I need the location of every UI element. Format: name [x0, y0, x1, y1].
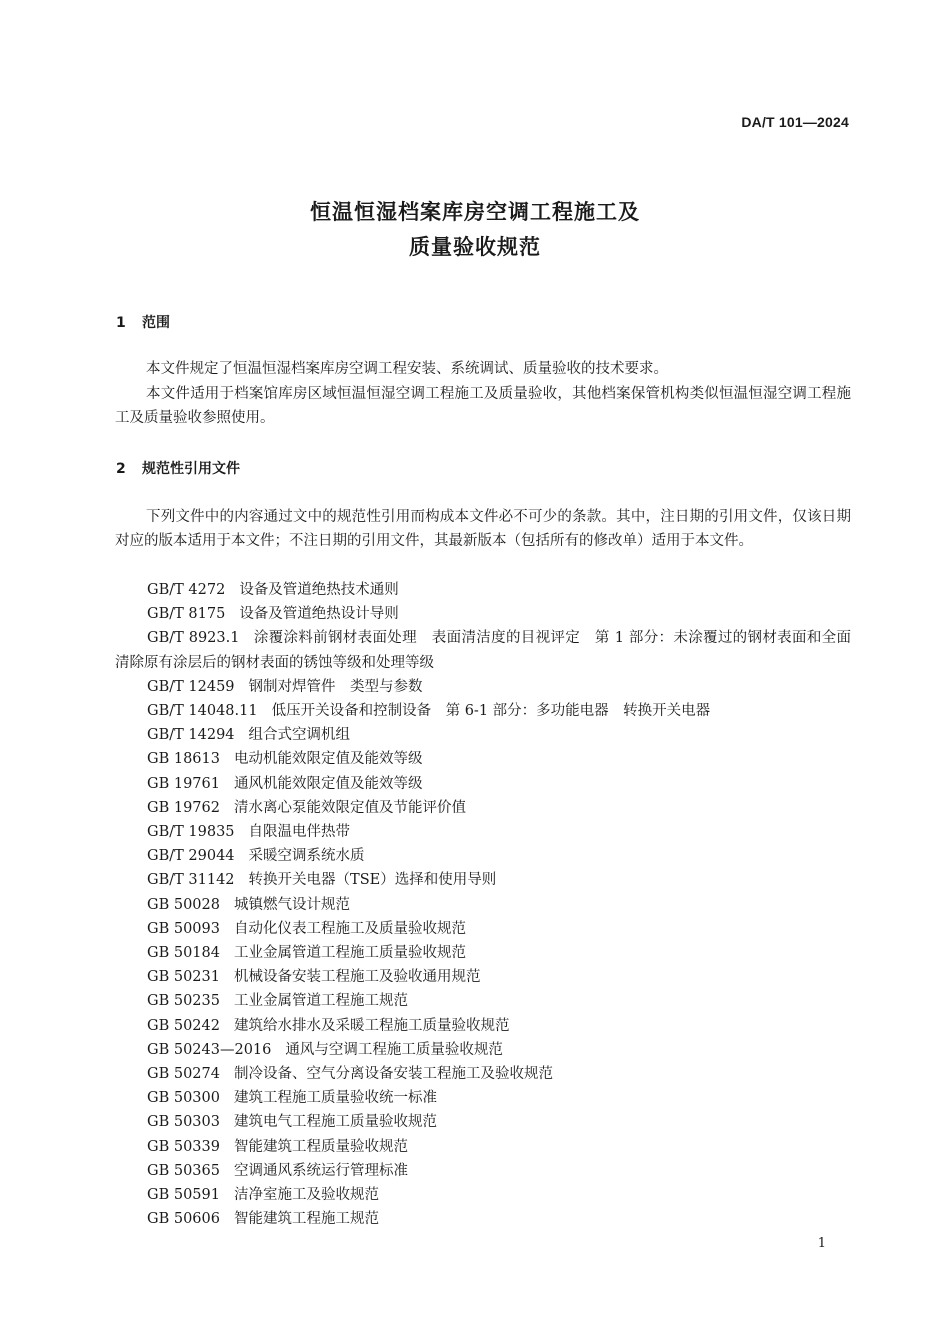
reference-code: GB 50093: [147, 920, 220, 937]
reference-title: 转换开关电器（TSE）选择和使用导则: [248, 872, 497, 889]
page-number: 1: [817, 1236, 826, 1251]
reference-code: GB 50606: [147, 1211, 220, 1228]
reference-item: [147, 675, 851, 699]
reference-title: 制冷设备、空气分离设备安装工程施工及验收规范: [233, 1066, 553, 1083]
reference-code: GB 50231: [147, 969, 220, 986]
reference-item: [147, 1014, 851, 1038]
reference-item: [147, 1038, 851, 1062]
reference-title: 通风与空调工程施工质量验收规范: [285, 1041, 503, 1058]
reference-code: GB 50243—2016: [147, 1041, 272, 1058]
reference-item: [147, 747, 851, 771]
reference-item: [147, 1183, 851, 1207]
reference-code: GB 50274: [147, 1066, 220, 1083]
reference-title: 洁净室施工及验收规范: [233, 1187, 379, 1204]
reference-title: 电动机能效限定值及能效等级: [233, 751, 423, 768]
reference-code: GB/T 31142: [147, 872, 235, 889]
reference-code: GB 50591: [147, 1187, 220, 1204]
reference-title: 钢制对焊管件 类型与参数: [248, 678, 423, 695]
reference-code: GB/T 4272: [147, 582, 226, 598]
reference-code: GB/T 12459: [147, 678, 235, 695]
reference-title: 智能建筑工程施工规范: [233, 1211, 379, 1228]
reference-title: 组合式空调机组: [248, 727, 351, 744]
reference-code: GB 50235: [147, 993, 220, 1010]
reference-item: [147, 1159, 851, 1183]
reference-title: 设备及管道绝热设计导则: [239, 606, 399, 623]
reference-title: 涂覆涂料前钢材表面处理 表面清洁度的目视评定 第 1 部分：未涂覆过的钢材表面和全面清除原有涂层后的钢材表面的锈蚀等级和处理等级: [115, 630, 851, 671]
reference-code: GB 50300: [147, 1090, 220, 1107]
reference-code: GB/T 29044: [147, 848, 235, 865]
reference-code: GB 50184: [147, 945, 220, 962]
reference-code: GB 50365: [147, 1162, 220, 1179]
section-heading-normative-references: [116, 458, 240, 478]
reference-title: 设备及管道绝热技术通则: [239, 582, 399, 598]
reference-title: 采暖空调系统水质: [248, 848, 365, 865]
reference-code: GB 50028: [147, 896, 220, 913]
reference-code: GB 50242: [147, 1017, 220, 1034]
section-number: 1: [116, 315, 126, 331]
reference-item: [147, 917, 851, 941]
reference-item: [147, 820, 851, 844]
reference-code: GB 50339: [147, 1138, 220, 1155]
reference-title: 通风机能效限定值及能效等级: [233, 775, 423, 792]
document-title-line-1: 恒温恒湿档案库房空调工程施工及: [310, 200, 640, 224]
reference-item: [147, 989, 851, 1013]
reference-title: 低压开关设备和控制设备 第 6-1 部分：多功能电器 转换开关电器: [271, 703, 711, 720]
reference-title: 机械设备安装工程施工及验收通用规范: [233, 969, 481, 986]
scope-paragraph-2: 本文件适用于档案馆库房区域恒温恒湿空调工程施工及质量验收，其他档案保管机构类似恒温恒湿空调工程施工及质量验收参照使用。: [115, 386, 851, 426]
reference-title: 智能建筑工程质量验收规范: [233, 1138, 408, 1155]
reference-title: 清水离心泵能效限定值及节能评价值: [233, 799, 466, 816]
reference-code: GB/T 19835: [147, 824, 235, 841]
reference-item: [147, 965, 851, 989]
reference-item: [147, 1110, 851, 1134]
section-title: 范围: [142, 315, 170, 331]
reference-item: [115, 626, 851, 674]
reference-list: [115, 578, 851, 1231]
reference-title: 自动化仪表工程施工及质量验收规范: [233, 920, 466, 937]
reference-code: GB 50303: [147, 1114, 220, 1131]
section-title: 规范性引用文件: [142, 461, 240, 477]
reference-code: GB 19762: [147, 799, 220, 816]
reference-item: [147, 1062, 851, 1086]
reference-item: [147, 868, 851, 892]
reference-item: [147, 602, 851, 626]
reference-code: GB 19761: [147, 775, 220, 792]
reference-item: [147, 1086, 851, 1110]
reference-title: 工业金属管道工程施工质量验收规范: [233, 945, 466, 962]
reference-title: 建筑工程施工质量验收统一标准: [233, 1090, 437, 1107]
reference-item: [147, 796, 851, 820]
reference-title: 建筑给水排水及采暖工程施工质量验收规范: [233, 1017, 510, 1034]
reference-item: [147, 723, 851, 747]
reference-code: GB/T 14048.11: [147, 703, 258, 720]
reference-code: GB/T 8175: [147, 606, 226, 623]
reference-item: [147, 772, 851, 796]
reference-code: GB 18613: [147, 751, 220, 768]
reference-item: [147, 1207, 851, 1231]
reference-title: 自限温电伴热带: [248, 824, 351, 841]
reference-title: 建筑电气工程施工质量验收规范: [233, 1114, 437, 1131]
reference-code: GB/T 14294: [147, 727, 235, 744]
reference-item: [147, 699, 851, 723]
section-number: 2: [116, 461, 126, 477]
reference-code: GB/T 8923.1: [147, 630, 240, 647]
reference-item: [147, 844, 851, 868]
document-title-line-2: 质量验收规范: [409, 235, 541, 259]
reference-title: 工业金属管道工程施工规范: [233, 993, 408, 1010]
reference-item: [147, 578, 851, 602]
document-code: DA/T 101—2024: [741, 114, 849, 130]
scope-paragraph-1: 本文件规定了恒温恒湿档案库房空调工程安装、系统调试、质量验收的技术要求。: [146, 361, 668, 377]
reference-item: [147, 1135, 851, 1159]
references-intro-paragraph: 下列文件中的内容通过文中的规范性引用而构成本文件必不可少的条款。其中，注日期的引用文件，仅该日期对应的版本适用于本文件；不注日期的引用文件，其最新版本（包括所有的修改单）适用于本文件。: [115, 509, 851, 549]
reference-item: [147, 893, 851, 917]
reference-item: [147, 941, 851, 965]
section-heading-scope: [116, 312, 170, 332]
reference-title: 空调通风系统运行管理标准: [233, 1162, 408, 1179]
reference-title: 城镇燃气设计规范: [233, 896, 350, 913]
